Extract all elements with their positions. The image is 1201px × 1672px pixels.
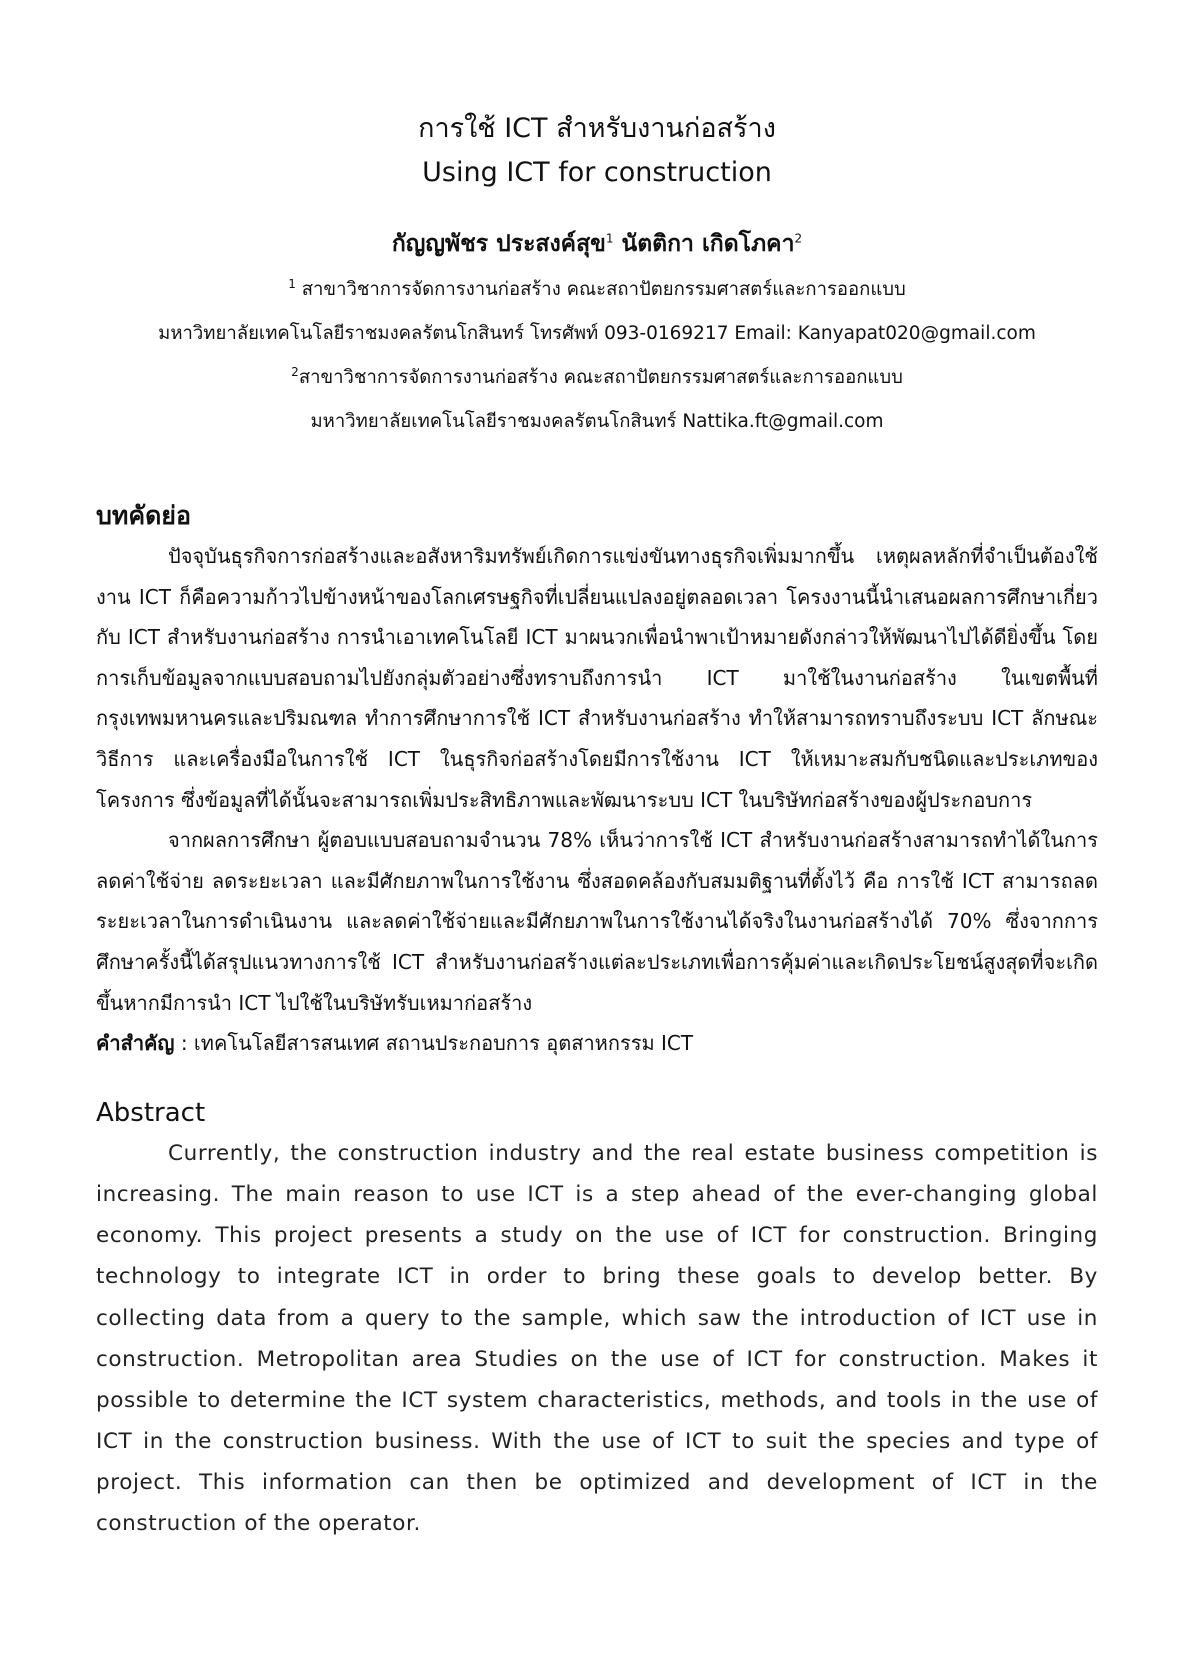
- abstract-english-section: [96, 1093, 1098, 1544]
- abstract-thai-paragraph: ปัจจุบันธุรกิจการก่อสร้างและอสังหาริมทรัพย์เกิดการแข่งขันทางธุรกิจเพิ่มมากขึ้น เหตุผลหลักที่จำเป็นต้องใช้งาน ICT ก็คือความก้าวไปข้างหน้าของโลกเศรษฐกิจที่เปลี่ยนแปลงอยู่ตลอดเวลา โครงงานนี้นำเสนอผลการศึกษาเกี่ยวกับ ICT สำหรับงานก่อสร้าง การนำเอาเทคโนโลยี ICT มาผนวกเพื่อนำพาเป้าหมายดังกล่าวให้พัฒนาไปได้ดียิ่งขึ้น โดยการเก็บข้อมูลจากแบบสอบถามไปยังกลุ่มตัวอย่างซึ่งทราบถึงการนำ ICT มาใช้ในงานก่อสร้าง ในเขตพื้นที่กรุงเทพมหานครและปริมณฑล ทำการศึกษาการใช้ ICT สำหรับงานก่อสร้าง ทำให้สามารถทราบถึงระบบ ICT ลักษณะ วิธีการ และเครื่องมือในการใช้ ICT ในธุรกิจก่อสร้างโดยมีการใช้งาน ICT ให้เหมาะสมกับชนิดและประเภทของโครงการ ซึ่งข้อมูลที่ได้นั้นจะสามารถเพิ่มประสิทธิภาพและพัฒนาระบบ ICT ในบริษัทก่อสร้างของผู้ประกอบการ: [96, 544, 1098, 812]
- abstract-english-paragraph: Currently, the construction industry and the real estate business competition is increasing. The main reason to use ICT is a step ahead of the ever-changing global economy. This project presents a study on the use of ICT for construction. Bringing technology to integrate ICT in order to bring these goals to develop better. By collecting data from a query to the sample, which saw the introduction of ICT use in construction. Metropolitan area Studies on the use of ICT for construction. Makes it possible to determine the ICT system characteristics, methods, and tools in the use of ICT in the construction business. With the use of ICT to suit the species and type of project. This information can then be optimized and development of ICT in the construction of the operator.: [96, 1141, 1098, 1536]
- affiliation-mark: 1: [288, 276, 296, 291]
- keywords-separator: :: [174, 1031, 194, 1056]
- keywords-text: เทคโนโลยีสารสนเทศ สถานประกอบการ อุตสาหกรรม ICT: [193, 1031, 694, 1056]
- abstract-english-heading: Abstract: [96, 1098, 206, 1129]
- affiliation-line: มหาวิทยาลัยเทคโนโลยีราชมงคลรัตนโกสินทร์ Nattika.ft@gmail.com: [310, 411, 884, 432]
- affiliation-mark: 2: [291, 364, 299, 379]
- keywords-label: คำสำคัญ: [96, 1031, 175, 1056]
- title-block: [96, 108, 1098, 196]
- author-affiliation-mark: 2: [794, 231, 803, 246]
- affiliation-text: สาขาวิชาการจัดการงานก่อสร้าง คณะสถาปัตยกรรมศาสตร์และการออกแบบ: [301, 279, 906, 300]
- author-name: กัญญพัชร ประสงค์สุข: [391, 231, 606, 257]
- affiliation-text: สาขาวิชาการจัดการงานก่อสร้าง คณะสถาปัตยกรรมศาสตร์และการออกแบบ: [298, 367, 903, 388]
- title-english: Using ICT for construction: [422, 157, 772, 188]
- abstract-thai-heading: บทคัดย่อ: [96, 501, 191, 530]
- author-list: [96, 226, 1098, 262]
- abstract-thai-section: [96, 496, 1098, 1063]
- affiliation-line: [96, 356, 1098, 400]
- affiliations: [96, 268, 1098, 444]
- author-affiliation-mark: 1: [605, 231, 614, 246]
- author-name: นัตติกา เกิดโภคา: [621, 231, 795, 257]
- title-thai: การใช้ ICT สำหรับงานก่อสร้าง: [418, 113, 776, 144]
- affiliation-line: [96, 268, 1098, 312]
- abstract-thai-paragraph: จากผลการศึกษา ผู้ตอบแบบสอบถามจำนวน 78% เห็นว่าการใช้ ICT สำหรับงานก่อสร้างสามารถทำได้ในการลดค่าใช้จ่าย ลดระยะเวลา และมีศักยภาพในการใช้งาน ซึ่งสอดคล้องกับสมมติฐานที่ตั้งไว้ คือ การใช้ ICT สามารถลดระยะเวลาในการดำเนินงาน และลดค่าใช้จ่ายและมีศักยภาพในการใช้งานได้จริงในงานก่อสร้างได้ 70% ซึ่งจากการศึกษาครั้งนี้ได้สรุปแนวทางการใช้ ICT สำหรับงานก่อสร้างแต่ละประเภทเพื่อการคุ้มค่าและเกิดประโยชน์สูงสุดที่จะเกิดขึ้นหากมีการนำ ICT ไปใช้ในบริษัทรับเหมาก่อสร้าง: [96, 828, 1098, 1015]
- affiliation-line: มหาวิทยาลัยเทคโนโลยีราชมงคลรัตนโกสินทร์ โทรศัพท์ 093-0169217 Email: Kanyapat020@gmail.com: [158, 323, 1036, 344]
- keywords-line: [96, 1023, 1098, 1063]
